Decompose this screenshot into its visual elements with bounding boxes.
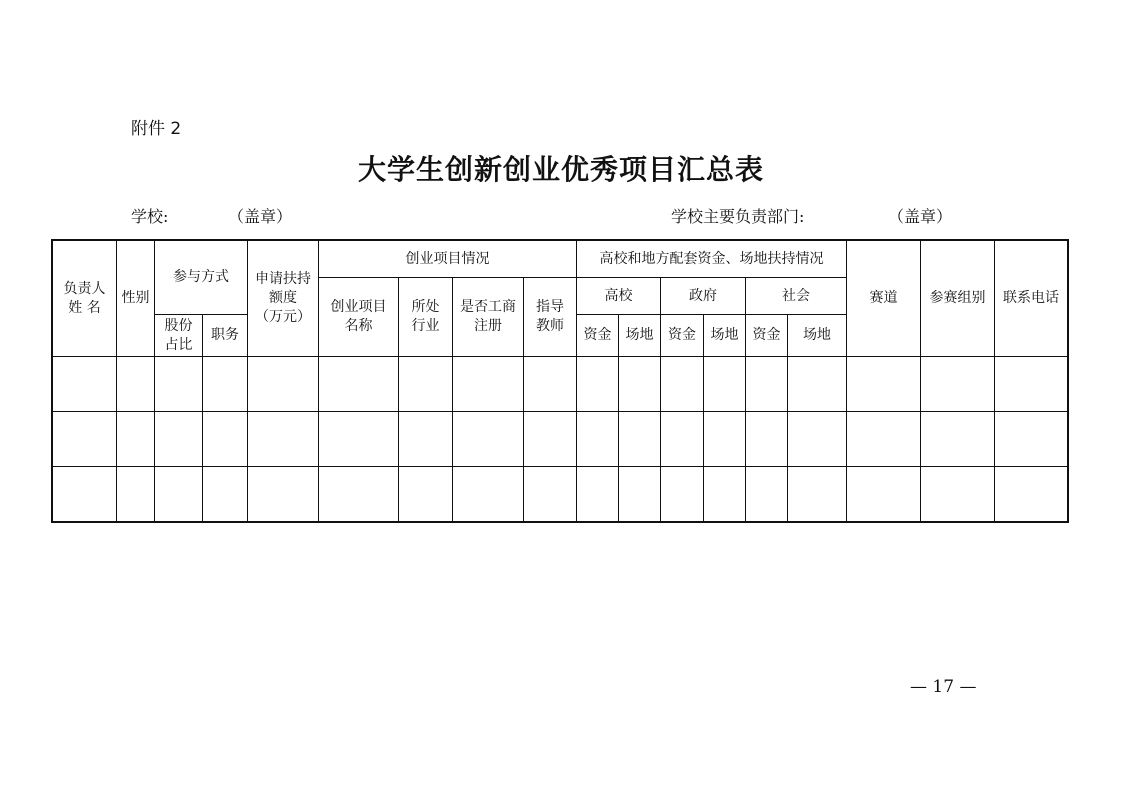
table-cell[interactable] [53,412,117,467]
page-number: — 17 — [910,677,977,697]
page-title: 大学生创新创业优秀项目汇总表 [357,153,764,186]
header-participation: 参与方式 [155,241,248,315]
header-government-capital: 资金 [661,315,704,357]
table-cell[interactable] [524,412,577,467]
table-cell[interactable] [704,412,746,467]
table-cell[interactable] [155,357,203,412]
table-cell[interactable] [619,357,661,412]
table-row [53,412,1068,467]
table-cell[interactable] [921,467,995,522]
table-cell[interactable] [53,467,117,522]
department-label: 学校主要负责部门: [671,207,805,226]
table-cell[interactable] [619,412,661,467]
table-cell[interactable] [577,412,619,467]
header-phone: 联系电话 [995,241,1068,357]
table-cell[interactable] [661,412,704,467]
table-cell[interactable] [155,467,203,522]
school-label: 学校: [131,207,169,226]
table-row [53,467,1068,522]
table-cell[interactable] [203,467,248,522]
table-cell[interactable] [746,357,788,412]
table-cell[interactable] [847,412,921,467]
table-cell[interactable] [117,357,155,412]
header-university-venue: 场地 [619,315,661,357]
table-cell[interactable] [921,412,995,467]
table-cell[interactable] [619,467,661,522]
header-gender: 性别 [117,241,155,357]
table-cell[interactable] [155,412,203,467]
table-cell[interactable] [203,412,248,467]
table-cell[interactable] [399,357,453,412]
table-cell[interactable] [453,412,524,467]
table-cell[interactable] [524,467,577,522]
header-group: 参赛组别 [921,241,995,357]
table-cell[interactable] [117,467,155,522]
header-leader-name: 负责人 姓 名 [53,241,117,357]
header-government-venue: 场地 [704,315,746,357]
table-cell[interactable] [319,467,399,522]
table-cell[interactable] [847,467,921,522]
table-cell[interactable] [704,467,746,522]
header-government: 政府 [661,278,746,315]
table-cell[interactable] [319,357,399,412]
header-share: 股份 占比 [155,315,203,357]
header-project-info: 创业项目情况 [319,241,577,278]
table-row [53,357,1068,412]
table-cell[interactable] [704,357,746,412]
table-cell[interactable] [788,357,847,412]
table-cell[interactable] [746,412,788,467]
table-cell[interactable] [319,412,399,467]
school-seal: （盖章） [228,207,293,226]
header-funding: 申请扶持 额度 （万元） [248,241,319,357]
table-cell[interactable] [248,357,319,412]
header-society: 社会 [746,278,847,315]
table-cell[interactable] [453,357,524,412]
table-cell[interactable] [661,357,704,412]
table-cell[interactable] [203,357,248,412]
table-cell[interactable] [453,467,524,522]
summary-table [52,240,1068,522]
table-cell[interactable] [995,467,1068,522]
table-cell[interactable] [577,357,619,412]
header-industry: 所处 行业 [399,278,453,357]
table-cell[interactable] [788,412,847,467]
header-society-capital: 资金 [746,315,788,357]
table-cell[interactable] [847,357,921,412]
table-cell[interactable] [921,357,995,412]
attachment-label: 附件 2 [131,119,182,139]
header-project-name: 创业项目 名称 [319,278,399,357]
header-track: 赛道 [847,241,921,357]
table-cell[interactable] [524,357,577,412]
header-position: 职务 [203,315,248,357]
table-cell[interactable] [577,467,619,522]
header-support: 高校和地方配套资金、场地扶持情况 [577,241,847,278]
table-cell[interactable] [995,412,1068,467]
header-university: 高校 [577,278,661,315]
department-seal: （盖章） [888,207,953,226]
table-cell[interactable] [661,467,704,522]
table-cell[interactable] [248,467,319,522]
table-cell[interactable] [746,467,788,522]
header-registered: 是否工商 注册 [453,278,524,357]
table-cell[interactable] [117,412,155,467]
table-cell[interactable] [788,467,847,522]
header-advisor: 指导 教师 [524,278,577,357]
table-cell[interactable] [995,357,1068,412]
table-cell[interactable] [399,467,453,522]
header-society-venue: 场地 [788,315,847,357]
table-cell[interactable] [53,357,117,412]
table-cell[interactable] [248,412,319,467]
header-university-capital: 资金 [577,315,619,357]
table-cell[interactable] [399,412,453,467]
